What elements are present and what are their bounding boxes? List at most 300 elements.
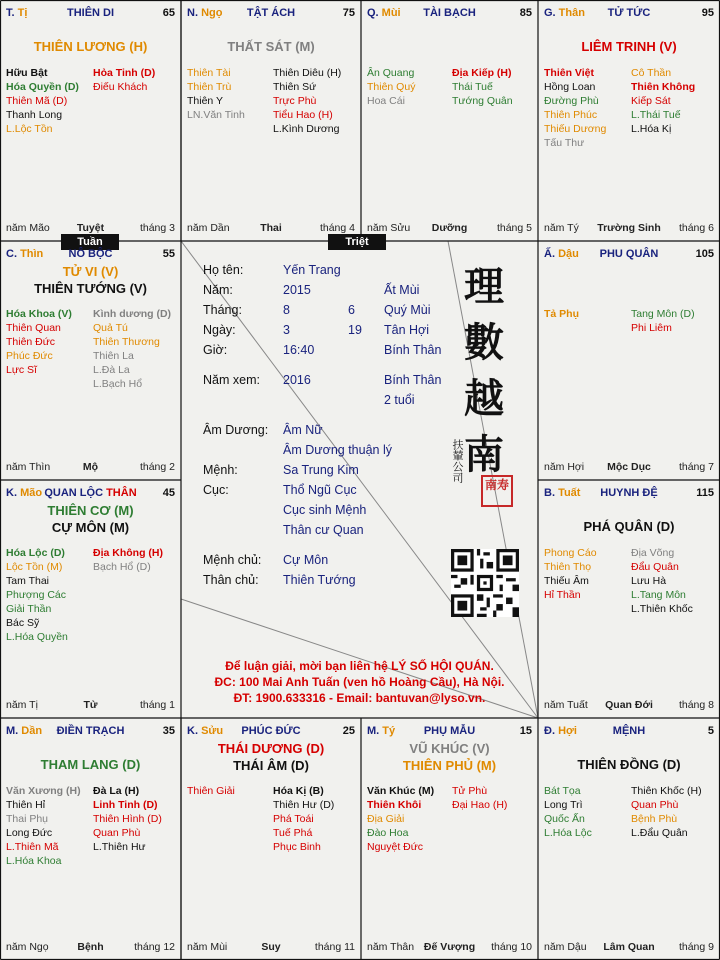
- limit-year: năm Mão: [6, 222, 50, 234]
- minor-star: Phong Cáo: [544, 547, 597, 559]
- life-phase: Tuyệt: [76, 222, 105, 234]
- limit-year: năm Dậu: [544, 941, 587, 953]
- minor-star: L.Thiên Mã: [6, 841, 59, 853]
- minor-stars-left: [6, 546, 68, 644]
- limit-year: năm Mùi: [187, 941, 228, 953]
- minor-star: L.Hóa Khoa: [6, 855, 62, 867]
- minor-star: Hỉ Thần: [544, 589, 581, 601]
- minor-star: L.Đẩu Quân: [631, 827, 688, 839]
- palace-name: [367, 725, 532, 737]
- menh-chu-label: Mệnh chủ:: [203, 553, 262, 567]
- palace-cell[interactable]: [0, 241, 181, 480]
- palace-header: [367, 724, 532, 740]
- earthly-branch: Thân: [558, 7, 585, 19]
- minor-star: L.Hóa Kị: [631, 123, 672, 135]
- minor-star: Thiên Khốc (H): [631, 785, 702, 797]
- qr-code-icon[interactable]: [451, 549, 519, 617]
- day-can-chi: Tân Hợi: [384, 323, 430, 337]
- main-star: THIÊN CƠ (M): [47, 503, 134, 518]
- name-value: Yến Trang: [283, 263, 341, 277]
- palace-title: PHỤ MẪU: [423, 725, 476, 737]
- view-year-label: Năm xem:: [203, 373, 260, 387]
- minor-star: Thiên Hỉ: [6, 799, 46, 811]
- minor-star: L.Hóa Lộc: [544, 827, 592, 839]
- palace-cell[interactable]: [181, 0, 361, 241]
- minor-star: Điếu Khách: [93, 81, 148, 93]
- lunar-month: tháng 2: [139, 461, 175, 473]
- cuc-value: Thổ Ngũ Cục: [283, 483, 357, 497]
- palace-number: 25: [342, 725, 355, 737]
- palace-cell[interactable]: [538, 480, 720, 718]
- year-can-chi: Ất Mùi: [384, 283, 420, 297]
- life-phase: Quan Đới: [605, 699, 653, 711]
- minor-star: Thiên Đức: [6, 336, 56, 348]
- earthly-branch: Mùi: [381, 7, 401, 19]
- palace-cell[interactable]: [361, 718, 538, 960]
- center-info-panel: [181, 241, 538, 718]
- minor-star: Thiên Y: [187, 95, 223, 107]
- palace-name: [187, 7, 355, 19]
- heavenly-stem: T.: [6, 7, 18, 19]
- palace-footer: [544, 461, 714, 474]
- palace-cell[interactable]: [538, 0, 720, 241]
- limit-year: năm Thìn: [6, 461, 51, 473]
- palace-header: [187, 724, 355, 740]
- palace-header: [544, 486, 714, 502]
- palace-title: PHÚC ĐỨC: [241, 725, 301, 737]
- minor-stars-left: [6, 307, 72, 377]
- than-marker: THÂN: [103, 487, 137, 499]
- minor-star: Hữu Bật: [6, 67, 48, 79]
- palace-footer: [187, 941, 355, 954]
- earthly-branch: Tuất: [558, 487, 581, 499]
- palace-name: [6, 487, 175, 499]
- stamp-text: 扶輦公司: [451, 439, 464, 483]
- minor-star: Phi Liêm: [631, 322, 672, 334]
- minor-stars-left: [544, 784, 592, 840]
- minor-star: Thái Tuế: [452, 81, 493, 93]
- palace-footer: [367, 222, 532, 235]
- amduong-label: Âm Dương:: [203, 423, 269, 437]
- earthly-branch: Tị: [17, 7, 28, 19]
- palace-name: [187, 725, 355, 737]
- palace-cell[interactable]: [361, 0, 538, 241]
- contact-line-2: ĐC: 100 Mai Anh Tuấn (ven hồ Hoàng Cầu), Hà Nội.: [214, 675, 505, 689]
- menh-label: Mệnh:: [203, 463, 238, 477]
- minor-star: Quan Phù: [631, 799, 679, 811]
- main-star: THIÊN LƯƠNG (H): [33, 39, 148, 54]
- minor-star: Thiên Giải: [187, 785, 235, 797]
- minor-star: Thiên Khôi: [367, 799, 422, 811]
- minor-star: L.Hóa Quyền: [6, 631, 68, 643]
- minor-star: Tướng Quân: [452, 95, 513, 107]
- day-solar: 3: [283, 323, 290, 337]
- palace-name: [544, 725, 714, 737]
- palace-title: ĐIỀN TRẠCH: [56, 725, 125, 737]
- palace-number: 5: [707, 725, 714, 737]
- palace-footer: [544, 941, 714, 954]
- year-value: 2015: [283, 283, 311, 297]
- palace-number: 85: [519, 7, 532, 19]
- minor-star: L.Thái Tuế: [631, 109, 681, 121]
- minor-stars-left: [187, 66, 245, 122]
- minor-star: Đường Phù: [544, 95, 599, 107]
- heavenly-stem: B.: [544, 487, 559, 499]
- cuc-value-3: Thân cư Quan: [283, 523, 364, 537]
- minor-star: Thiên Hình (D): [93, 813, 162, 825]
- main-star: THÁI ÂM (D): [233, 758, 309, 773]
- minor-star: L.Thiên Hư: [93, 841, 146, 853]
- minor-star: Thiên Không: [631, 81, 696, 93]
- palace-cell[interactable]: [538, 718, 720, 960]
- palace-title: TỬ TỨC: [607, 7, 651, 19]
- month-solar: 8: [283, 303, 290, 317]
- minor-star: Địa Kiếp (H): [452, 67, 512, 79]
- minor-stars-right: [631, 784, 702, 840]
- lunar-month: tháng 11: [314, 941, 355, 953]
- heavenly-stem: G.: [544, 7, 559, 19]
- minor-star: Lưu Hà: [631, 575, 667, 587]
- menh-chu-value: Cự Môn: [283, 553, 329, 567]
- minor-star: Đào Hoa: [367, 827, 409, 839]
- minor-star: Tang Môn (D): [631, 308, 695, 320]
- menh-value: Sa Trung Kim: [283, 463, 359, 477]
- amduong-value-2: Âm Dương thuận lý: [283, 443, 392, 457]
- heavenly-stem: M.: [6, 725, 22, 737]
- minor-star: Hồng Loan: [544, 81, 596, 93]
- heavenly-stem: Q.: [367, 7, 382, 19]
- minor-star: Bác Sỹ: [6, 617, 40, 629]
- heavenly-stem: Đ.: [544, 725, 559, 737]
- minor-stars-right: [93, 66, 155, 94]
- palace-title: TẬT ÁCH: [246, 7, 296, 19]
- lunar-month: tháng 1: [139, 699, 175, 711]
- lunar-month: tháng 4: [319, 222, 355, 234]
- minor-star: Quan Phù: [93, 827, 141, 839]
- minor-star: Thiên Quý: [367, 81, 416, 93]
- minor-star: L.Kình Dương: [273, 123, 340, 135]
- limit-year: năm Tuất: [544, 699, 588, 711]
- palace-number: 75: [342, 7, 355, 19]
- minor-star: Cô Thần: [631, 67, 672, 79]
- minor-star: Giải Thần: [6, 603, 52, 615]
- palace-footer: [6, 461, 175, 474]
- minor-star: Tuế Phá: [273, 827, 313, 839]
- minor-stars-left: [187, 784, 235, 798]
- minor-star: Hóa Quyền (D): [6, 81, 79, 93]
- minor-stars-right: [93, 307, 171, 391]
- life-phase: Bệnh: [77, 941, 104, 953]
- palace-name: [544, 248, 714, 260]
- contact-email[interactable]: ĐT: 1900.633316 - Email: bantuvan@lyso.vn.: [233, 691, 486, 705]
- minor-star: Thiên Quan: [6, 322, 61, 334]
- month-label: Tháng:: [203, 303, 242, 317]
- minor-star: L.Tang Môn: [631, 589, 686, 601]
- minor-star: Lộc Tồn (M): [6, 561, 63, 573]
- view-year-value: 2016: [283, 373, 311, 387]
- name-label: Họ tên:: [203, 263, 244, 277]
- lunar-month: tháng 6: [678, 222, 714, 234]
- calligraphy-char: 數: [464, 319, 504, 366]
- minor-star: Trực Phù: [273, 95, 317, 107]
- cuc-value-2: Cục sinh Mệnh: [283, 503, 367, 517]
- palace-number: 35: [162, 725, 175, 737]
- hour-label: Giờ:: [203, 343, 228, 357]
- lunar-month: tháng 10: [491, 941, 532, 953]
- palace-name: [544, 487, 714, 499]
- minor-star: Thiếu Âm: [544, 575, 589, 587]
- palace-footer: [6, 222, 175, 235]
- day-lunar: 19: [348, 323, 362, 337]
- palace-number: 65: [162, 7, 175, 19]
- minor-star: Thiên Tài: [187, 67, 231, 79]
- view-year-can-chi: Bính Thân: [384, 373, 442, 387]
- palace-number: 115: [696, 487, 714, 499]
- limit-year: năm Hợi: [544, 461, 585, 473]
- limit-year: năm Tý: [544, 222, 579, 234]
- limit-year: năm Sửu: [367, 222, 411, 234]
- minor-stars-right: [631, 307, 695, 335]
- palace-cell[interactable]: [181, 718, 361, 960]
- palace-number: 45: [162, 487, 175, 499]
- minor-star: Phá Toái: [273, 813, 314, 825]
- minor-stars-right: [631, 66, 695, 136]
- life-phase: Đế Vượng: [423, 941, 476, 953]
- hour-value: 16:40: [283, 343, 315, 357]
- minor-star: Đại Hao (H): [452, 799, 508, 811]
- minor-star: Hỏa Tinh (D): [93, 67, 156, 79]
- earthly-branch: Sửu: [201, 725, 224, 737]
- limit-year: năm Tị: [6, 699, 38, 711]
- main-star: CỰ MÔN (M): [51, 520, 130, 535]
- lunar-month: tháng 8: [678, 699, 714, 711]
- palace-footer: [544, 699, 714, 712]
- lunar-month: tháng 5: [496, 222, 532, 234]
- minor-star: Địa Võng: [631, 547, 675, 559]
- minor-stars-right: [273, 784, 334, 854]
- earthly-branch: Dần: [21, 725, 43, 737]
- heavenly-stem: N.: [187, 7, 202, 19]
- palace-header: [6, 247, 175, 263]
- minor-stars-right: [273, 66, 341, 136]
- minor-star: Linh Tinh (D): [93, 799, 158, 811]
- minor-star: Quốc Ấn: [544, 813, 585, 825]
- minor-stars-left: [544, 546, 597, 602]
- minor-star: Hóa Khoa (V): [6, 308, 72, 320]
- minor-stars-right: [631, 546, 693, 616]
- lunar-month: tháng 3: [139, 222, 175, 234]
- minor-star: Phượng Các: [6, 589, 67, 601]
- life-phase: Mộ: [82, 461, 99, 473]
- minor-star: Thiên Thọ: [544, 561, 592, 573]
- minor-star: Văn Xương (H): [6, 785, 81, 797]
- age-value: 2 tuổi: [384, 393, 415, 407]
- minor-star: Tiểu Hao (H): [273, 109, 333, 121]
- life-phase: Thai: [260, 222, 282, 234]
- month-lunar: 6: [348, 303, 355, 317]
- palace-cell[interactable]: [0, 718, 181, 960]
- minor-star: Thiên Diêu (H): [273, 67, 342, 79]
- minor-star: Ân Quang: [367, 67, 415, 79]
- minor-star: Thiên La: [93, 350, 134, 362]
- main-star: THIÊN TƯỚNG (V): [34, 281, 147, 296]
- minor-star: Hóa Lộc (D): [6, 547, 65, 559]
- minor-stars-left: [6, 784, 81, 868]
- palace-title: QUAN LỘC: [44, 487, 104, 499]
- limit-year: năm Ngọ: [6, 941, 49, 953]
- minor-star: Thiên Phúc: [544, 109, 598, 121]
- main-star: PHÁ QUÂN (D): [583, 519, 675, 534]
- palace-title: HUYNH ĐỆ: [600, 487, 658, 499]
- palace-name: [6, 248, 175, 260]
- limit-year: năm Thân: [367, 941, 415, 953]
- palace-header: [367, 6, 532, 22]
- minor-star: Bát Tọa: [544, 785, 581, 797]
- palace-header: [187, 6, 355, 22]
- amduong-value: Âm Nữ: [283, 423, 323, 437]
- minor-star: Long Trì: [544, 799, 583, 811]
- palace-number: 55: [162, 248, 175, 260]
- calligraphy-char: 理: [464, 263, 504, 310]
- minor-star: Thiên Sứ: [273, 81, 317, 93]
- palace-title: PHU QUÂN: [599, 248, 659, 260]
- minor-star: Địa Giải: [367, 813, 405, 825]
- minor-star: Thiên Hư (D): [273, 799, 335, 811]
- minor-stars-right: [452, 784, 507, 812]
- earthly-branch: Tý: [382, 725, 396, 737]
- minor-star: Kình dương (D): [93, 308, 172, 320]
- main-star: THIÊN PHỦ (M): [402, 758, 497, 773]
- palace-name: [544, 7, 714, 19]
- minor-star: Thiên Việt: [544, 67, 594, 79]
- minor-star: Địa Không (H): [93, 547, 163, 559]
- than-chu-label: Thân chủ:: [203, 573, 259, 587]
- minor-star: Lực Sĩ: [6, 364, 37, 376]
- minor-star: Hóa Kị (B): [273, 785, 324, 797]
- triet-marker: Triệt: [328, 234, 386, 250]
- life-phase: Trường Sinh: [597, 222, 661, 234]
- life-phase: Dưỡng: [431, 222, 468, 234]
- minor-star: Đà La (H): [93, 785, 140, 797]
- year-label: Năm:: [203, 283, 233, 297]
- main-star: THÁI DƯƠNG (D): [217, 741, 325, 756]
- minor-star: Phúc Đức: [6, 350, 53, 362]
- palace-footer: [367, 941, 532, 954]
- palace-header: [6, 486, 175, 502]
- palace-header: [544, 247, 714, 263]
- earthly-branch: Hợi: [558, 725, 577, 737]
- minor-star: Kiếp Sát: [631, 95, 671, 107]
- minor-stars-left: [544, 307, 579, 321]
- main-star: THIÊN ĐỒNG (D): [577, 757, 681, 772]
- palace-header: [6, 6, 175, 22]
- minor-star: L.Lộc Tồn: [6, 123, 53, 135]
- palace-cell[interactable]: [0, 480, 181, 718]
- palace-number: 15: [519, 725, 532, 737]
- minor-stars-left: [367, 784, 434, 854]
- than-chu-value: Thiên Tướng: [283, 573, 356, 587]
- main-star: THẤT SÁT (M): [227, 39, 315, 54]
- palace-footer: [6, 941, 175, 954]
- minor-stars-right: [452, 66, 513, 108]
- day-label: Ngày:: [203, 323, 236, 337]
- life-phase: Lâm Quan: [603, 941, 655, 953]
- limit-year: năm Dần: [187, 222, 230, 234]
- lunar-month: tháng 9: [678, 941, 714, 953]
- palace-number: 105: [695, 248, 714, 260]
- palace-header: [6, 724, 175, 740]
- earthly-branch: Mão: [20, 487, 43, 499]
- minor-star: Nguyệt Đức: [367, 841, 424, 853]
- palace-title: THIÊN DI: [66, 7, 115, 19]
- minor-star: Đẩu Quân: [631, 561, 679, 573]
- month-can-chi: Quý Mùi: [384, 303, 431, 317]
- minor-stars-left: [544, 66, 606, 150]
- lunar-month: tháng 7: [678, 461, 714, 473]
- minor-star: Văn Khúc (M): [367, 785, 435, 797]
- minor-star: L.Thiên Khốc: [631, 603, 693, 615]
- minor-star: Thanh Long: [6, 109, 63, 121]
- palace-header: [544, 6, 714, 22]
- minor-star: Thiên Thương: [93, 336, 160, 348]
- minor-star: LN.Văn Tinh: [187, 109, 245, 121]
- life-phase: Mộc Dục: [607, 461, 651, 473]
- palace-name: [6, 7, 175, 19]
- minor-star: Thai Phụ: [6, 813, 49, 825]
- palace-footer: [544, 222, 714, 235]
- palace-cell[interactable]: [0, 0, 181, 241]
- calligraphy-char: 越: [464, 375, 504, 422]
- minor-stars-left: [367, 66, 415, 108]
- palace-footer: [6, 699, 175, 712]
- palace-footer: [187, 222, 355, 235]
- contact-line-1: Để luận giải, mời bạn liên hệ LÝ SỐ HỘI QUÁN.: [225, 659, 494, 673]
- minor-star: Tả Phụ: [544, 308, 580, 320]
- main-star: LIÊM TRINH (V): [581, 39, 677, 54]
- hour-can-chi: Bính Thân: [384, 343, 442, 357]
- heavenly-stem: M.: [367, 725, 383, 737]
- minor-star: Phục Binh: [273, 841, 321, 853]
- palace-number: 95: [701, 7, 714, 19]
- minor-star: Tử Phù: [452, 785, 488, 797]
- lunar-month: tháng 12: [134, 941, 175, 953]
- life-phase: Tử: [83, 699, 98, 711]
- heavenly-stem: K.: [6, 487, 21, 499]
- earthly-branch: Dậu: [558, 248, 579, 260]
- minor-star: Quả Tú: [93, 322, 128, 334]
- main-star: THAM LANG (D): [40, 757, 141, 772]
- main-star: TỬ VI (V): [62, 264, 119, 279]
- minor-star: Tam Thai: [6, 575, 49, 587]
- palace-name: [6, 725, 175, 737]
- minor-star: Thiên Trù: [187, 81, 232, 93]
- palace-cell[interactable]: [538, 241, 720, 480]
- red-seal: 南寿: [481, 475, 513, 507]
- minor-star: Thiếu Dương: [544, 123, 607, 135]
- minor-star: Long Đức: [6, 827, 53, 839]
- palace-title: NÔ BỘC: [68, 248, 113, 260]
- earthly-branch: Ngọ: [201, 7, 223, 19]
- minor-star: Thiên Mã (D): [6, 95, 68, 107]
- life-phase: Suy: [261, 941, 281, 953]
- cuc-label: Cục:: [203, 483, 229, 497]
- palace-title: MỆNH: [612, 725, 646, 737]
- minor-stars-left: [6, 66, 79, 136]
- palace-name: [367, 7, 532, 19]
- minor-stars-right: [93, 546, 163, 574]
- palace-header: [544, 724, 714, 740]
- minor-star: L.Bạch Hổ: [93, 378, 143, 390]
